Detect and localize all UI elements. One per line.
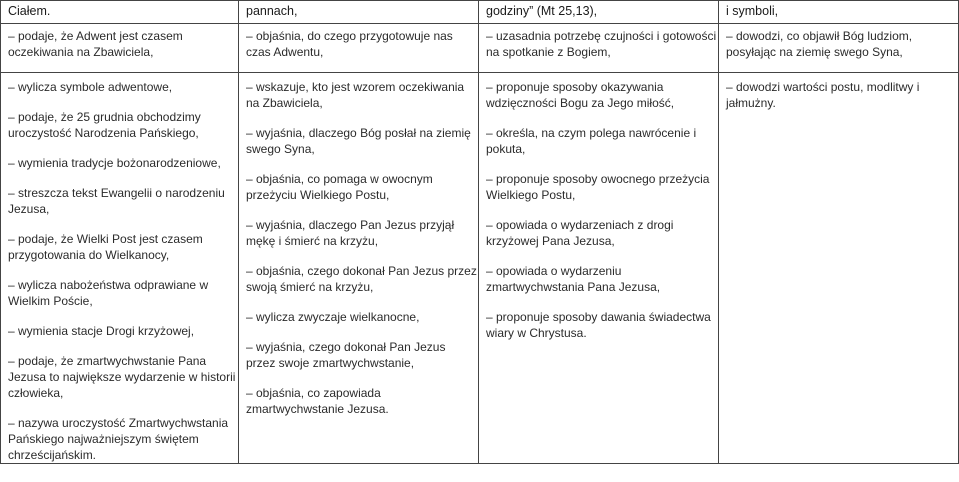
table-cell (719, 24, 959, 73)
list-item: – objaśnia, do czego przygotowuje nas czas Adwentu, (246, 29, 457, 59)
list-item: – wymienia stacje Drogi krzyżowej, (8, 324, 195, 338)
cell-text: i symboli, (726, 4, 779, 18)
list-item: – dowodzi wartości postu, modlitwy i jałmużny. (726, 80, 923, 110)
table-cell (719, 73, 959, 464)
list-item: – podaje, że Adwent jest czasem oczekiwania na Zbawiciela, (8, 29, 187, 59)
list-item: – podaje, że zmartwychwstanie Pana Jezusa to największe wydarzenie w historii człowieka, (8, 354, 239, 400)
table-cell (1, 1, 239, 24)
cell-text: godziny” (Mt 25,13), (486, 4, 598, 18)
table-row (1, 73, 959, 464)
list-item: – wyjaśnia, dlaczego Bóg posłał na ziemię swego Syna, (246, 126, 475, 156)
list-item: – opowiada o wydarzeniach z drogi krzyżowej Pana Jezusa, (486, 218, 677, 248)
list-item: – wskazuje, kto jest wzorem oczekiwania na Zbawiciela, (246, 80, 468, 110)
list-item: – wylicza symbole adwentowe, (8, 80, 173, 94)
list-item: – objaśnia, czego dokonał Pan Jezus przez swoją śmierć na krzyżu, (246, 264, 481, 294)
table-cell (239, 24, 479, 73)
list-item: – wylicza zwyczaje wielkanocne, (246, 310, 420, 324)
table-cell (479, 24, 719, 73)
list-item: – objaśnia, co pomaga w owocnym przeżyciu Wielkiego Postu, (246, 172, 437, 202)
list-item: – podaje, że Wielki Post jest czasem przygotowania do Wielkanocy, (8, 232, 207, 262)
table-cell (479, 1, 719, 24)
list-item: – proponuje sposoby okazywania wdzięczności Bogu za Jego miłość, (486, 80, 675, 110)
list-item: – nazywa uroczystość Zmartwychwstania Pańskiego najważniejszym świętem chrześcijańskim. (8, 416, 232, 462)
table-cell (239, 1, 479, 24)
list-item: – objaśnia, co zapowiada zmartwychwstanie Jezusa. (246, 386, 389, 416)
table-cell (719, 1, 959, 24)
list-item: – wymienia tradycje bożonarodzeniowe, (8, 156, 221, 170)
list-item: – uzasadnia potrzebę czujności i gotowości na spotkanie z Bogiem, (486, 29, 720, 59)
cell-text: Ciałem. (8, 4, 51, 18)
list-item: – streszcza tekst Ewangelii o narodzeniu Jezusa, (8, 186, 229, 216)
table-cell (239, 73, 479, 464)
list-item: – podaje, że 25 grudnia obchodzimy uroczystość Narodzenia Pańskiego, (8, 110, 205, 140)
list-item: – wyjaśnia, dlaczego Pan Jezus przyjął mękę i śmierć na krzyżu, (246, 218, 458, 248)
table-cell (479, 73, 719, 464)
cell-text: pannach, (246, 4, 298, 18)
table-row (1, 1, 959, 24)
table-cell (1, 73, 239, 464)
list-item: – określa, na czym polega nawrócenie i pokuta, (486, 126, 700, 156)
list-item: – proponuje sposoby dawania świadectwa wiary w Chrystusa. (486, 310, 715, 340)
list-item: – proponuje sposoby owocnego przeżycia Wielkiego Postu, (486, 172, 713, 202)
list-item: – opowiada o wydarzeniu zmartwychwstania Pana Jezusa, (486, 264, 661, 294)
table-row (1, 24, 959, 73)
table-cell (1, 24, 239, 73)
list-item: – dowodzi, co objawił Bóg ludziom, posyłając na ziemię swego Syna, (726, 29, 916, 59)
list-item: – wyjaśnia, czego dokonał Pan Jezus przez swoje zmartwychwstanie, (246, 340, 449, 370)
list-item: – wylicza nabożeństwa odprawiane w Wielkim Poście, (8, 278, 212, 308)
